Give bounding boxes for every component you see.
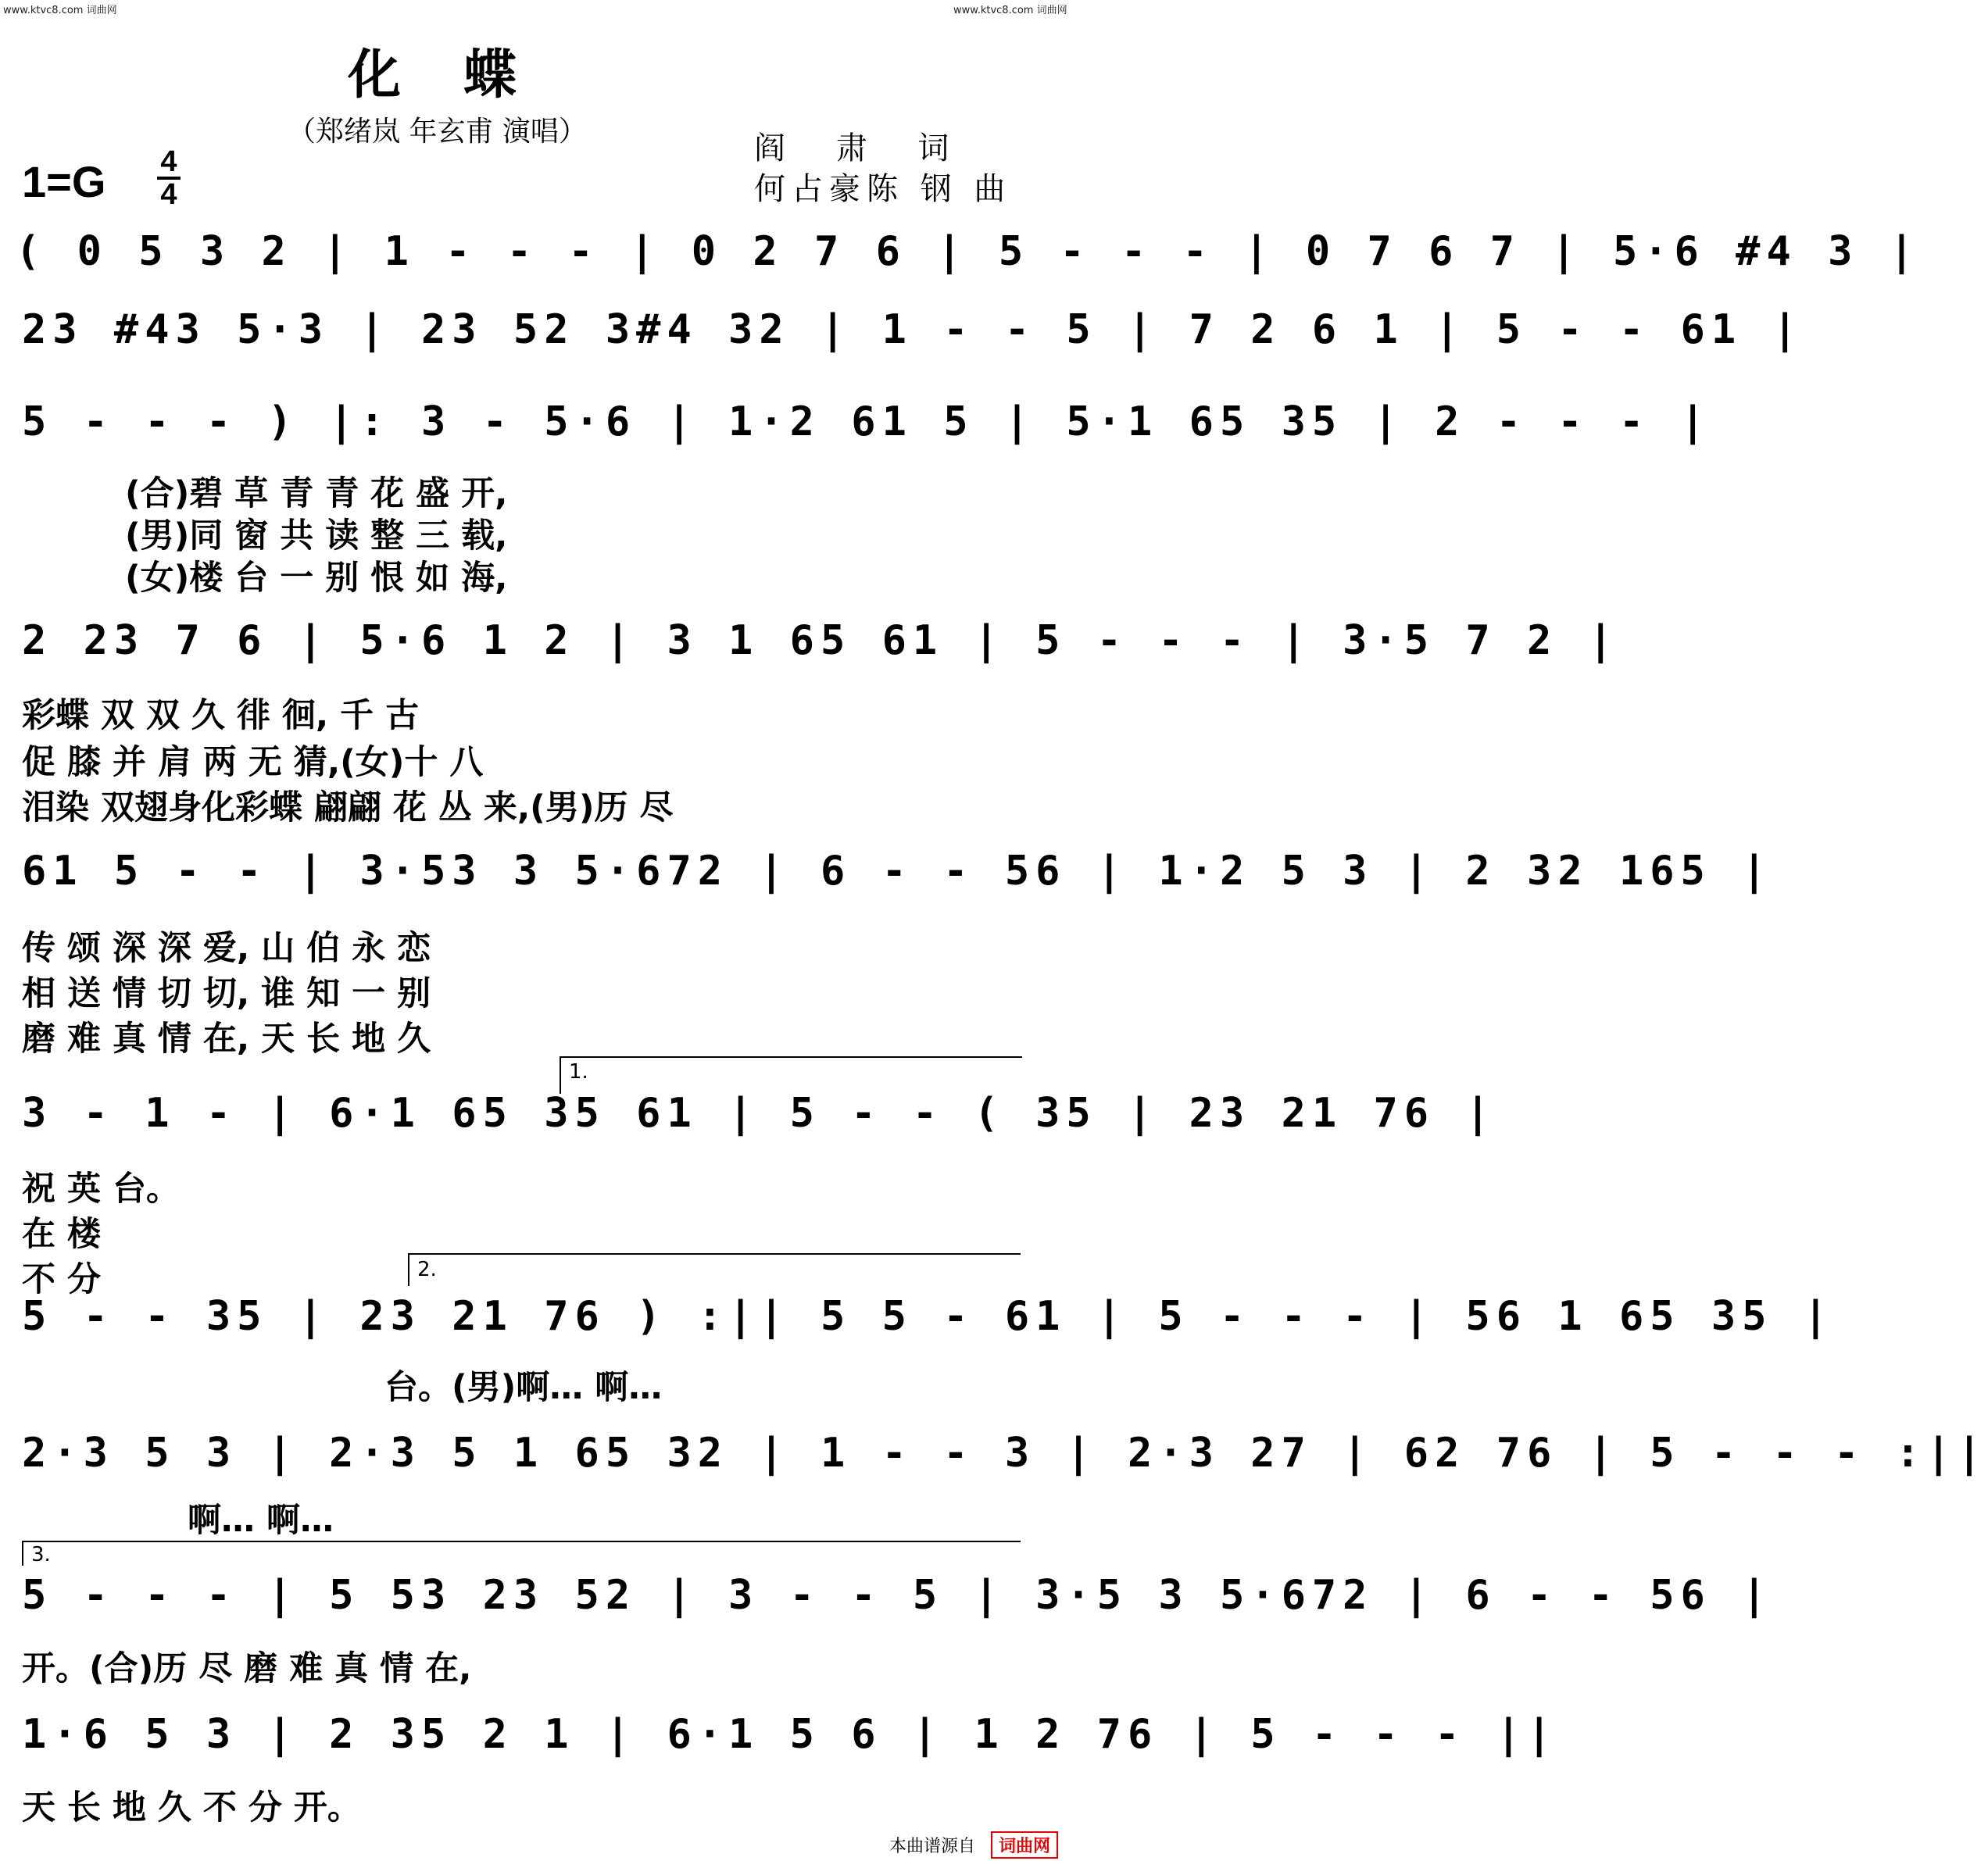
volta-number-3: 3. xyxy=(31,1543,51,1566)
lyric-line-8: 啊… 啊… xyxy=(188,1501,334,1540)
lyric-line-6b: 在 楼 xyxy=(22,1215,101,1254)
music-line-8: 2·3 5 3 | 2·3 5 1 65 32 | 1 - - 3 | 2·3 27 | 62 76 | 5 - - - :|| xyxy=(22,1430,1988,1477)
corner-header-left: www.ktvc8.com 词曲网 xyxy=(3,5,117,16)
lyricist-credit: 阎 肃 词 xyxy=(754,130,970,166)
music-line-10: 1·6 5 3 | 2 35 2 1 | 6·1 5 6 | 1 2 76 | 5 - - - || xyxy=(22,1711,1558,1758)
music-line-5: 61 5 - - | 3·53 3 5·672 | 6 - - 56 | 1·2 5 3 | 2 32 165 | xyxy=(22,848,1773,895)
volta-bracket-1 xyxy=(560,1056,1022,1094)
key-signature: 1=G xyxy=(22,157,106,206)
volta-bracket-3 xyxy=(22,1541,1021,1566)
lyric-line-10: 天 长 地 久 不 分 开。 xyxy=(22,1788,361,1827)
lyric-line-4c: 泪染 双翅身化彩蝶 翩翩 花 丛 来,(男)历 尽 xyxy=(22,788,674,827)
singers-line: （郑绪岚 年玄甫 演唱） xyxy=(288,116,587,148)
lyric-line-4a: 彩蝶 双 双 久 徘 徊, 千 古 xyxy=(22,696,420,735)
lyric-line-3c: (女)楼 台 一 别 恨 如 海, xyxy=(125,559,508,598)
footer-site-logo[interactable]: 词曲网 xyxy=(991,1831,1058,1859)
time-signature xyxy=(153,145,184,211)
lyric-line-5c: 磨 难 真 情 在, 天 长 地 久 xyxy=(22,1020,431,1059)
music-line-3: 5 - - - ) |: 3 - 5·6 | 1·2 61 5 | 5·1 65 35 | 2 - - - | xyxy=(22,398,1711,445)
music-line-6: 3 - 1 - | 6·1 65 35 61 | 5 - - ( 35 | 23 21 76 | xyxy=(22,1090,1496,1137)
lyric-line-9: 开。(合)历 尽 磨 难 真 情 在, xyxy=(22,1649,472,1688)
music-line-1: ( 0 5 3 2 | 1 - - - | 0 2 7 6 | 5 - - - | 0 7 6 7 | 5·6 #4 3 | xyxy=(16,228,1921,275)
lyric-line-5a: 传 颂 深 深 爱, 山 伯 永 恋 xyxy=(22,929,431,968)
corner-header-right: www.ktvc8.com 词曲网 xyxy=(953,5,1067,16)
music-line-4: 2 23 7 6 | 5·6 1 2 | 3 1 65 61 | 5 - - - | 3·5 7 2 | xyxy=(22,617,1619,664)
composer-credit: 何占豪陈 钢 曲 xyxy=(754,171,1012,207)
volta-number-1: 1. xyxy=(569,1060,588,1084)
time-signature-top: 4 xyxy=(160,145,177,178)
lyric-line-6c: 不 分 xyxy=(22,1260,101,1299)
volta-bracket-2 xyxy=(408,1253,1021,1286)
lyric-line-4b: 促 膝 并 肩 两 无 猜,(女)十 八 xyxy=(22,743,484,782)
music-line-2: 23 #43 5·3 | 23 52 3#4 32 | 1 - - 5 | 7 2 6 1 | 5 - - 61 | xyxy=(22,306,1804,353)
music-line-7: 5 - - 35 | 23 21 76 ) :|| 5 5 - 61 | 5 - - - | 56 1 65 35 | xyxy=(22,1293,1835,1340)
lyric-line-3b: (男)同 窗 共 读 整 三 载, xyxy=(125,516,508,555)
footer-source-text: 本曲谱源自 xyxy=(889,1837,976,1856)
song-title: 化蝶 xyxy=(348,45,580,106)
time-signature-bottom: 4 xyxy=(160,178,177,211)
lyric-line-6a: 祝 英 台。 xyxy=(22,1170,180,1209)
lyric-line-5b: 相 送 情 切 切, 谁 知 一 别 xyxy=(22,974,431,1013)
lyric-line-7: 台。(男)啊… 啊… xyxy=(384,1368,663,1407)
lyric-line-3a: (合)碧 草 青 青 花 盛 开, xyxy=(125,474,508,513)
volta-number-2: 2. xyxy=(417,1258,437,1281)
music-line-9: 5 - - - | 5 53 23 52 | 3 - - 5 | 3·5 3 5·672 | 6 - - 56 | xyxy=(22,1572,1773,1619)
